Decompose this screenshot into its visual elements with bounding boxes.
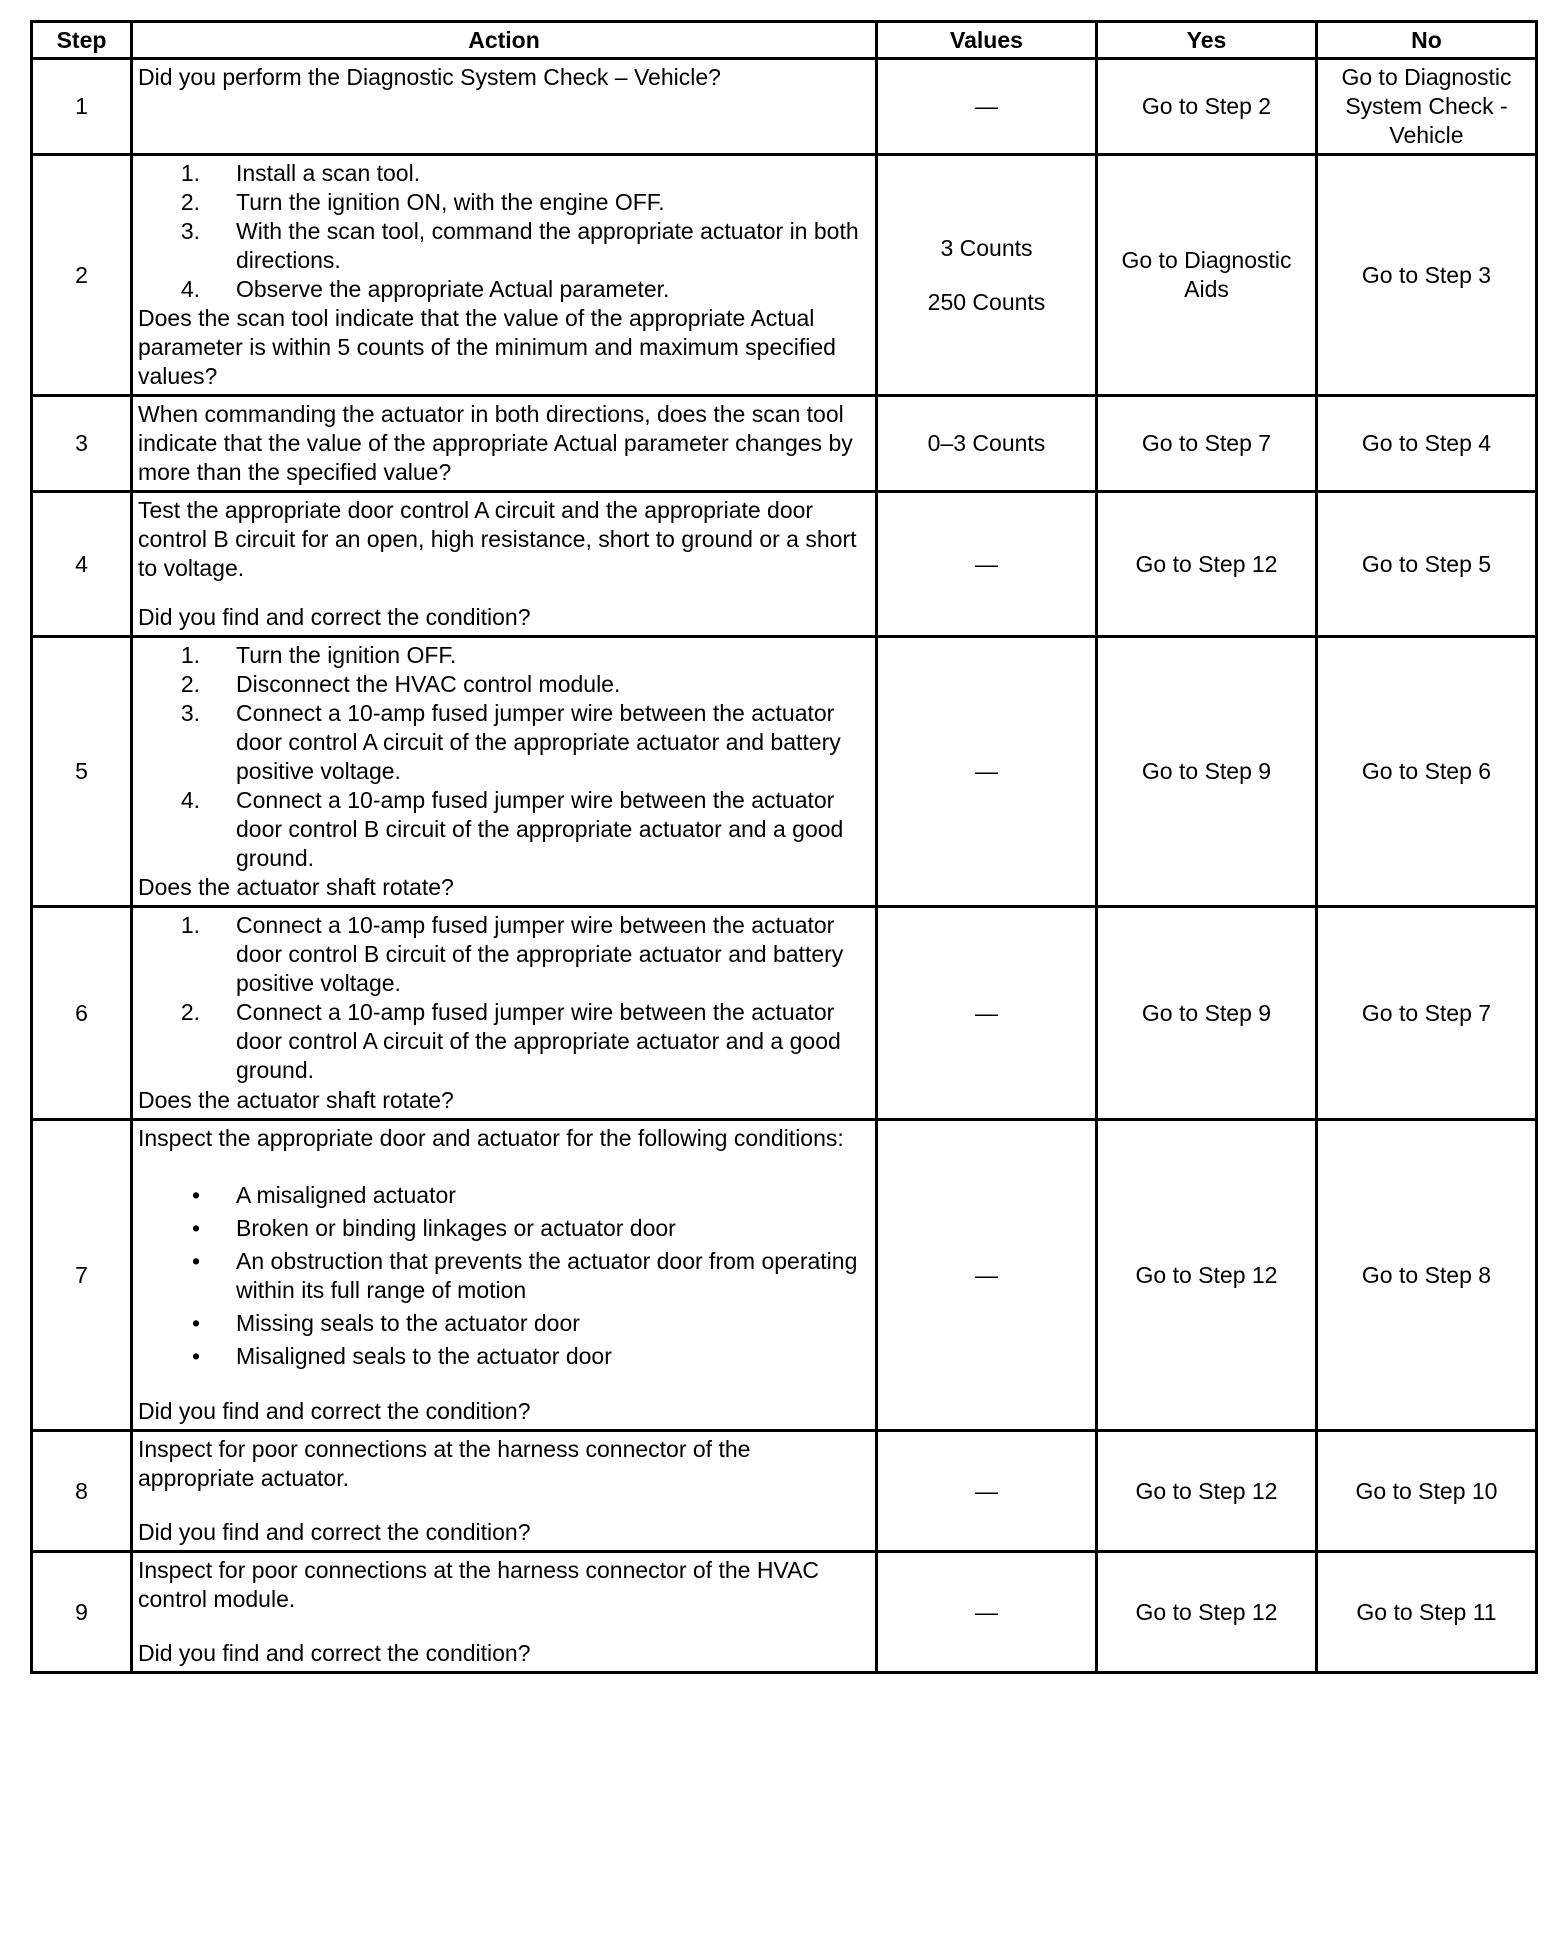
action-cell <box>132 59 877 155</box>
bullet-icon: • <box>191 1215 200 1241</box>
table-row <box>32 907 1537 1120</box>
table-row <box>32 1120 1537 1431</box>
step-number: 8 <box>32 1431 132 1552</box>
yes-result: Go to Diagnostic Aids <box>1097 155 1317 396</box>
step-item-number: 2. <box>180 189 200 215</box>
header-step: Step <box>32 22 132 59</box>
action-question: Did you find and correct the condition? <box>138 1519 531 1545</box>
no-result: Go to Step 8 <box>1317 1120 1537 1431</box>
value-item: 250 Counts <box>927 288 1046 315</box>
action-step-item <box>138 911 870 998</box>
action-steps-list <box>138 911 870 1085</box>
action-content <box>138 63 870 150</box>
action-cell <box>132 907 877 1120</box>
action-step-item <box>138 275 870 304</box>
action-instructions <box>138 400 870 487</box>
step-item-text: Connect a 10-amp fused jumper wire between the actuator door control B circuit of the appropriate actuator and battery positive voltage. <box>236 912 844 996</box>
step-item-text: Turn the ignition OFF. <box>236 642 457 668</box>
values-cell <box>877 396 1097 492</box>
action-cell <box>132 492 877 637</box>
action-intro: Inspect for poor connections at the harness connector of the appropriate actuator. <box>138 1436 751 1491</box>
value-item: — <box>975 1477 998 1504</box>
header-yes: Yes <box>1097 22 1317 59</box>
action-content <box>138 1556 870 1668</box>
condition-bullet-list <box>138 1181 870 1371</box>
table-row <box>32 59 1537 155</box>
table-row <box>32 155 1537 396</box>
action-question: Did you find and correct the condition? <box>138 1640 531 1666</box>
value-item: — <box>975 999 998 1026</box>
table-header-row <box>32 22 1537 59</box>
action-step-item <box>138 786 870 873</box>
action-step-item <box>138 998 870 1085</box>
action-intro: Inspect for poor connections at the harness connector of the HVAC control module. <box>138 1557 820 1612</box>
action-intro: Did you perform the Diagnostic System Check – Vehicle? <box>138 64 721 90</box>
bullet-text: A misaligned actuator <box>236 1182 456 1208</box>
values-cell <box>877 1552 1097 1673</box>
action-content <box>138 159 870 391</box>
header-action: Action <box>132 22 877 59</box>
step-item-text: Connect a 10-amp fused jumper wire between the actuator door control B circuit of the appropriate actuator and a good ground. <box>236 787 844 871</box>
table-row <box>32 637 1537 907</box>
value-item: — <box>975 93 998 119</box>
step-number: 5 <box>32 637 132 907</box>
value-item: — <box>975 550 998 577</box>
step-item-number: 2. <box>180 671 200 697</box>
value-item: — <box>975 1598 998 1625</box>
bullet-text: An obstruction that prevents the actuator door from operating within its full range of motion <box>236 1248 858 1303</box>
action-content <box>138 911 870 1115</box>
step-item-number: 4. <box>180 787 200 813</box>
step-item-text: Connect a 10-amp fused jumper wire between the actuator door control A circuit of the appropriate actuator and battery positive voltage. <box>236 700 841 784</box>
no-result: Go to Step 4 <box>1317 396 1537 492</box>
yes-result: Go to Step 9 <box>1097 907 1317 1120</box>
action-cell <box>132 396 877 492</box>
action-instructions <box>138 159 870 304</box>
action-step-item <box>138 670 870 699</box>
step-item-text: Install a scan tool. <box>236 160 421 186</box>
values-cell <box>877 492 1097 637</box>
action-cell <box>132 155 877 396</box>
bullet-icon: • <box>191 1182 200 1208</box>
bullet-text: Missing seals to the actuator door <box>236 1310 580 1336</box>
yes-result: Go to Step 2 <box>1097 59 1317 155</box>
value-item: — <box>975 758 998 784</box>
values-cell <box>877 1431 1097 1552</box>
value-item: — <box>975 1261 998 1288</box>
condition-bullet-item <box>138 1214 870 1243</box>
step-item-text: Connect a 10-amp fused jumper wire between the actuator door control A circuit of the appropriate actuator and a good ground. <box>236 999 841 1083</box>
condition-bullet-item <box>138 1342 870 1371</box>
step-item-text: With the scan tool, command the appropriate actuator in both directions. <box>236 218 859 273</box>
no-result: Go to Diagnostic System Check - Vehicle <box>1317 59 1537 155</box>
yes-result: Go to Step 12 <box>1097 492 1317 637</box>
step-item-number: 4. <box>180 276 200 302</box>
table-row <box>32 1431 1537 1552</box>
action-cell <box>132 1431 877 1552</box>
yes-result: Go to Step 9 <box>1097 637 1317 907</box>
no-result: Go to Step 10 <box>1317 1431 1537 1552</box>
yes-result: Go to Step 12 <box>1097 1431 1317 1552</box>
action-intro: Test the appropriate door control A circuit and the appropriate door control B circuit for an open, high resistance, short to ground or a short to voltage. <box>138 497 857 581</box>
action-cell <box>132 637 877 907</box>
values-cell <box>877 637 1097 907</box>
step-number: 4 <box>32 492 132 637</box>
action-steps-list <box>138 641 870 873</box>
action-intro: Inspect the appropriate door and actuator for the following conditions: <box>138 1125 844 1151</box>
action-step-item <box>138 699 870 786</box>
action-content <box>138 496 870 632</box>
condition-bullet-item <box>138 1247 870 1305</box>
step-number: 7 <box>32 1120 132 1431</box>
action-question: Does the scan tool indicate that the value of the appropriate Actual parameter is within 5 counts of the minimum and maximum specified values? <box>138 305 836 389</box>
values-cell <box>877 155 1097 396</box>
step-item-text: Turn the ignition ON, with the engine OFF. <box>236 189 665 215</box>
action-cell <box>132 1552 877 1673</box>
bullet-icon: • <box>191 1248 200 1274</box>
step-item-number: 1. <box>180 642 200 668</box>
step-item-number: 3. <box>180 218 200 244</box>
action-step-item <box>138 217 870 275</box>
action-instructions <box>138 63 870 92</box>
step-item-number: 2. <box>180 999 200 1025</box>
values-cell <box>877 907 1097 1120</box>
no-result: Go to Step 7 <box>1317 907 1537 1120</box>
condition-bullet-item <box>138 1309 870 1338</box>
action-instructions <box>138 911 870 1085</box>
action-intro: When commanding the actuator in both directions, does the scan tool indicate that the value of the appropriate Actual parameter changes by more than the specified value? <box>138 401 853 485</box>
action-content <box>138 1435 870 1547</box>
step-item-number: 1. <box>180 160 200 186</box>
value-item: 3 Counts <box>940 234 1033 261</box>
yes-result: Go to Step 7 <box>1097 396 1317 492</box>
action-step-item <box>138 159 870 188</box>
no-result: Go to Step 11 <box>1317 1552 1537 1673</box>
action-question: Did you find and correct the condition? <box>138 604 531 630</box>
value-item: 0–3 Counts <box>927 430 1046 456</box>
action-instructions <box>138 496 870 583</box>
condition-bullet-item <box>138 1181 870 1210</box>
action-question: Did you find and correct the condition? <box>138 1398 531 1424</box>
action-steps-list <box>138 159 870 304</box>
table-row <box>32 1552 1537 1673</box>
table-row <box>32 492 1537 637</box>
action-instructions <box>138 1124 870 1375</box>
step-item-text: Observe the appropriate Actual parameter. <box>236 276 670 302</box>
header-no: No <box>1317 22 1537 59</box>
table-row <box>32 396 1537 492</box>
diagnostic-table <box>30 20 1538 1674</box>
action-content <box>138 400 870 487</box>
values-cell <box>877 1120 1097 1431</box>
action-instructions <box>138 641 870 873</box>
bullet-icon: • <box>191 1343 200 1369</box>
header-values: Values <box>877 22 1097 59</box>
step-number: 2 <box>32 155 132 396</box>
yes-result: Go to Step 12 <box>1097 1552 1317 1673</box>
bullet-text: Misaligned seals to the actuator door <box>236 1343 612 1369</box>
action-step-item <box>138 641 870 670</box>
action-step-item <box>138 188 870 217</box>
step-number: 9 <box>32 1552 132 1673</box>
bullet-text: Broken or binding linkages or actuator door <box>236 1215 676 1241</box>
no-result: Go to Step 5 <box>1317 492 1537 637</box>
step-item-number: 1. <box>180 912 200 938</box>
action-question: Does the actuator shaft rotate? <box>138 1087 454 1113</box>
action-cell <box>132 1120 877 1431</box>
yes-result: Go to Step 12 <box>1097 1120 1317 1431</box>
step-number: 1 <box>32 59 132 155</box>
action-question: Does the actuator shaft rotate? <box>138 874 454 900</box>
step-item-number: 3. <box>180 700 200 726</box>
step-item-text: Disconnect the HVAC control module. <box>236 671 621 697</box>
action-content <box>138 1124 870 1426</box>
step-number: 6 <box>32 907 132 1120</box>
no-result: Go to Step 3 <box>1317 155 1537 396</box>
step-number: 3 <box>32 396 132 492</box>
action-instructions <box>138 1556 870 1614</box>
no-result: Go to Step 6 <box>1317 637 1537 907</box>
action-content <box>138 641 870 902</box>
action-instructions <box>138 1435 870 1493</box>
values-cell <box>877 59 1097 155</box>
bullet-icon: • <box>191 1310 200 1336</box>
